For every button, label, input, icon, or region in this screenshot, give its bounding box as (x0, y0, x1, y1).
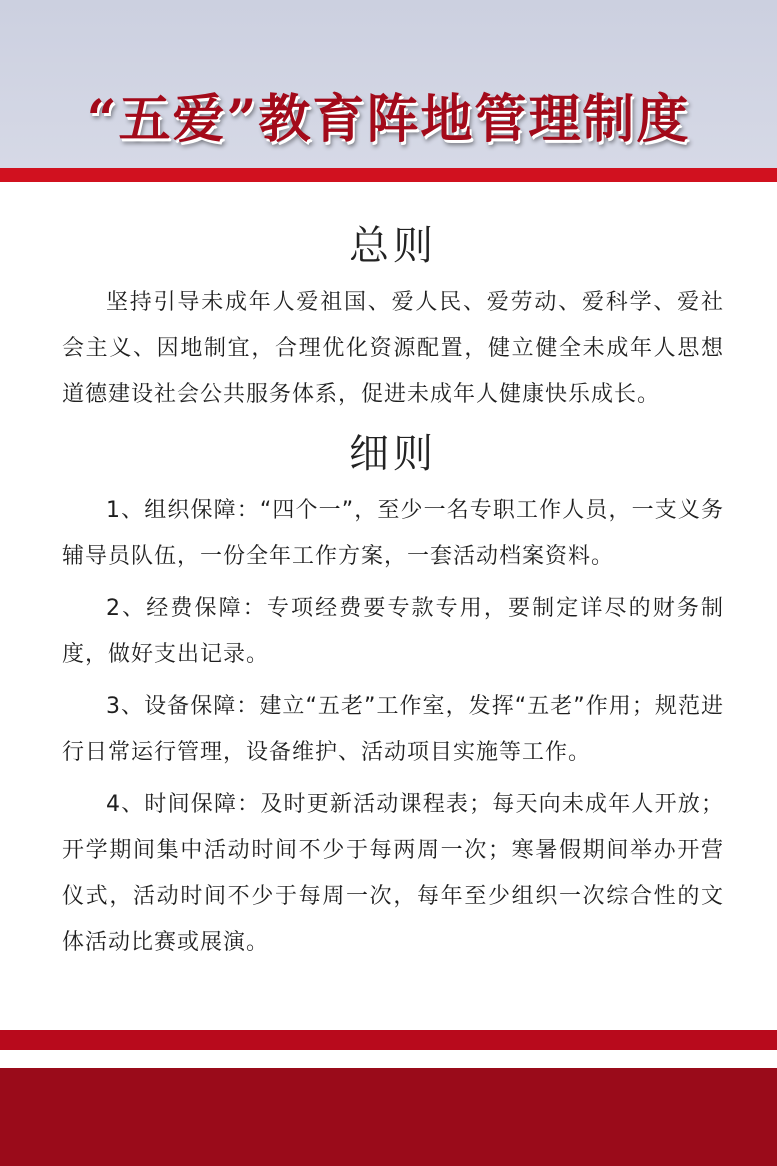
footer-band (0, 1068, 777, 1166)
header-stripe (0, 168, 777, 182)
document-body (62, 210, 724, 966)
page-title: “五爱”教育阵地管理制度 (86, 89, 691, 150)
detail-item-4: 4、时间保障：及时更新活动课程表；每天向未成年人开放；开学期间集中活动时间不少于每两周一次；寒暑假期间举办开营仪式，活动时间不少于每周一次，每年至少组织一次综合性的文体活动比赛或展演。 (62, 792, 724, 955)
general-heading: 总则 (349, 223, 437, 269)
general-paragraph: 坚持引导未成年人爱祖国、爱人民、爱劳动、爱科学、爱社会主义、因地制宜，合理优化资源配置，健立健全未成年人思想道德建设社会公共服务体系，促进未成年人健康快乐成长。 (62, 290, 724, 407)
detail-item-3: 3、设备保障：建立“五老”工作室，发挥“五老”作用；规范进行日常运行管理，设备维护、活动项目实施等工作。 (62, 694, 724, 765)
detail-item-2: 2、经费保障：专项经费要专款专用，要制定详尽的财务制度，做好支出记录。 (62, 596, 724, 667)
detail-item-1: 1、组织保障：“四个一”，至少一名专职工作人员，一支义务辅导员队伍，一份全年工作方案，一套活动档案资料。 (62, 498, 724, 569)
footer-stripe (0, 1030, 777, 1050)
details-heading: 细则 (349, 431, 437, 477)
